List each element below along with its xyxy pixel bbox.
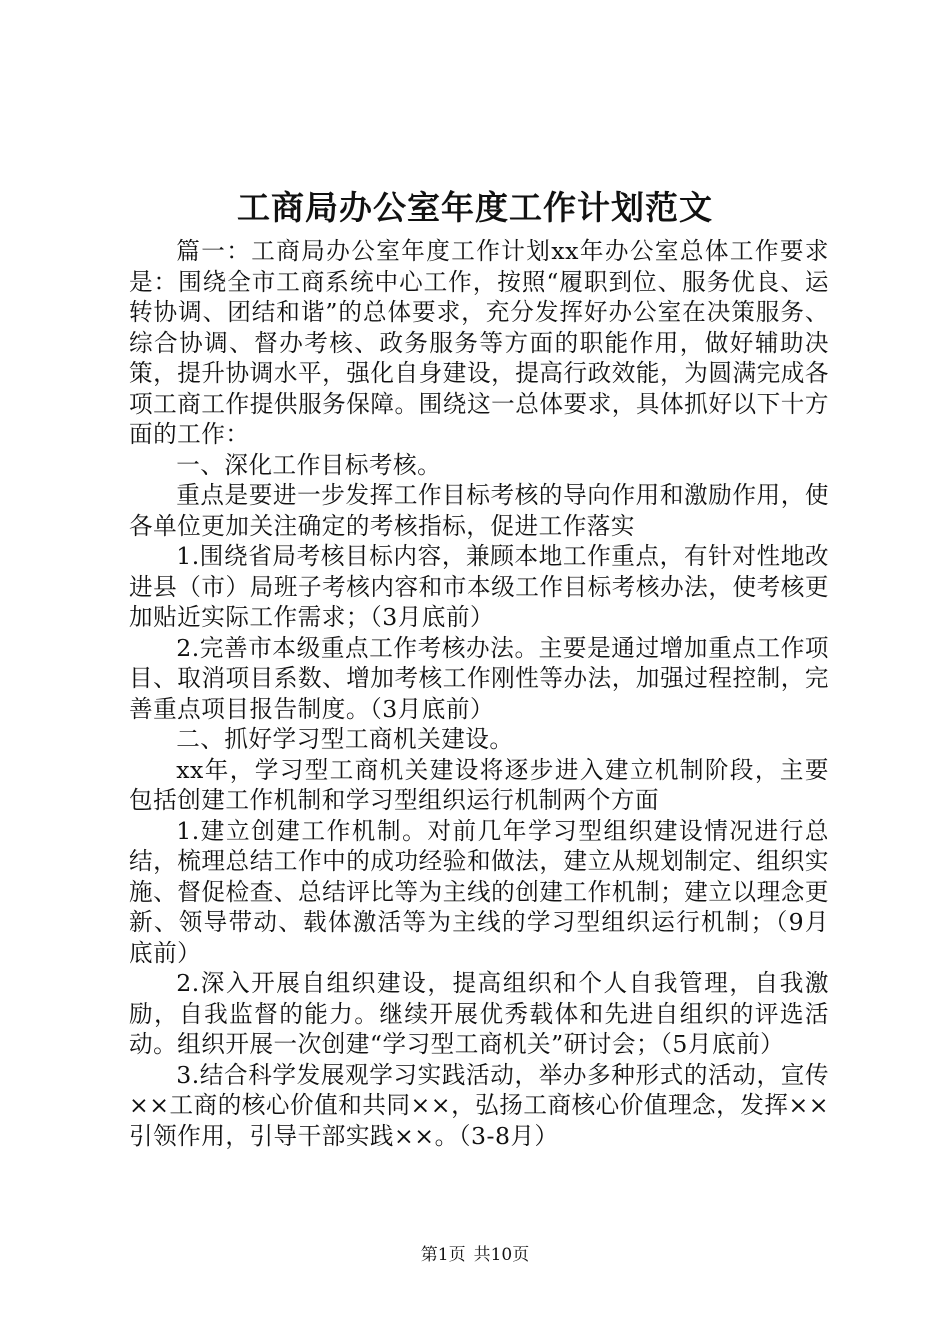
list-item: 2.完善市本级重点工作考核办法。主要是通过增加重点工作项目、取消项目系数、增加考核工作刚性等办法，加强过程控制，完善重点项目报告制度。（3月底前） xyxy=(129,633,829,723)
list-item: 2.深入开展自组织建设，提高组织和个人自我管理，自我激励，自我监督的能力。继续开展优秀载体和先进自组织的评选活动。组织开展一次创建“学习型工商机关”研讨会；（5月底前） xyxy=(129,969,829,1058)
section-heading-1: 一、深化工作目标考核。 xyxy=(176,450,442,479)
page-total: 共10页 xyxy=(473,1245,530,1265)
document-body xyxy=(129,236,829,1151)
paragraph: xx年，学习型工商机关建设将逐步进入建立机制阶段，主要包括创建工作机制和学习型组织运行机制两个方面 xyxy=(129,755,829,814)
list-item: 3.结合科学发展观学习实践活动，举办多种形式的活动，宣传××工商的核心价值和共同××，弘扬工商核心价值理念，发挥××引领作用，引导干部实践××。（3-8月） xyxy=(129,1060,829,1150)
section-heading-2: 二、抓好学习型工商机关建设。 xyxy=(176,725,514,753)
paragraph-intro: 篇一：工商局办公室年度工作计划xx年办公室总体工作要求是：围绕全市工商系统中心工作，按照“履职到位、服务优良、运转协调、团结和谐”的总体要求，充分发挥好办公室在决策服务、综合协调、督办考核、政务服务等方面的职能作用，做好辅助决策，提升协调水平，强化自身建设，提高行政效能，为圆满完成各项工商工作提供服务保障。围绕这一总体要求，具体抓好以下十方面的工作： xyxy=(129,237,829,448)
page-number: 第1页 xyxy=(420,1245,466,1265)
paragraph: 重点是要进一步发挥工作目标考核的导向作用和激励作用，使各单位更加关注确定的考核指标，促进工作落实 xyxy=(129,481,829,540)
list-item: 1.围绕省局考核目标内容，兼顾本地工作重点，有针对性地改进县（市）局班子考核内容和市本级工作目标考核办法，使考核更加贴近实际工作需求；（3月底前） xyxy=(129,542,829,631)
document-title: 工商局办公室年度工作计划范文 xyxy=(237,188,713,227)
list-item: 1.建立创建工作机制。对前几年学习型组织建设情况进行总结，梳理总结工作中的成功经验和做法，建立从规划制定、组织实施、督促检查、总结评比等为主线的创建工作机制；建立以理念更新、领导带动、载体激活等为主线的学习型组织运行机制；（9月底前） xyxy=(129,816,829,967)
page-footer xyxy=(0,1243,950,1267)
